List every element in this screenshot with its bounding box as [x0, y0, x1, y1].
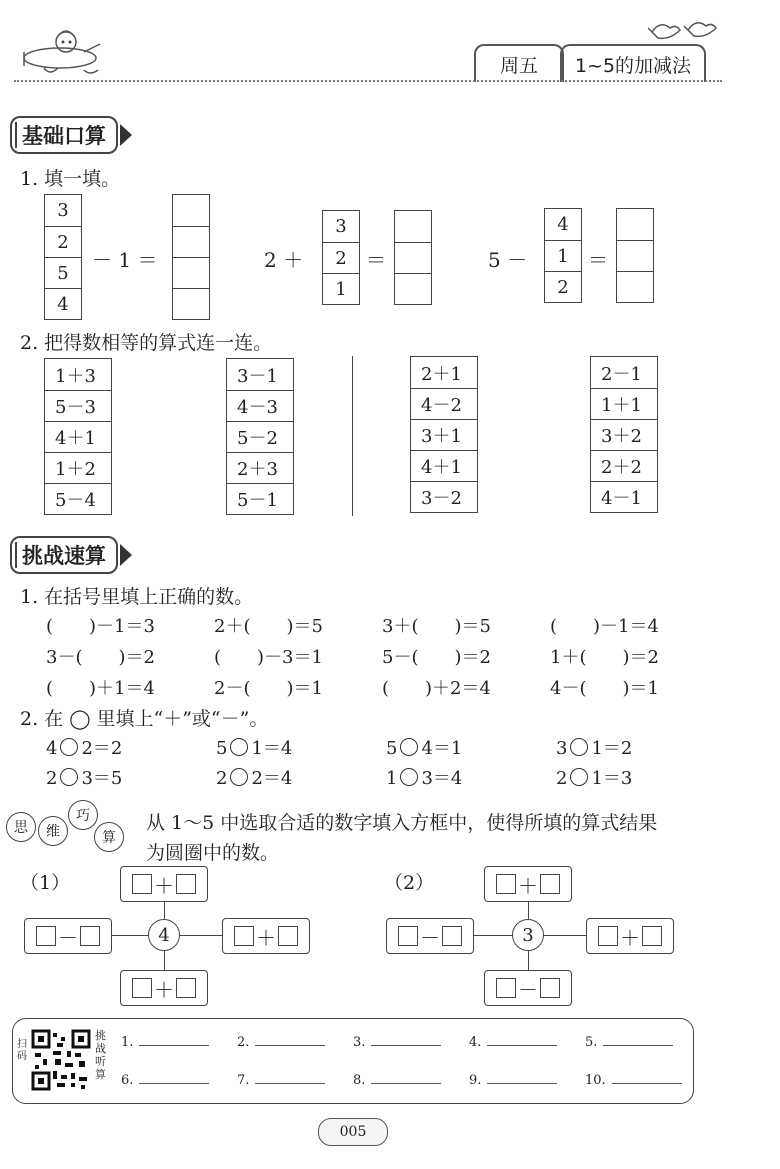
- puzzle-box-top: ＋: [484, 866, 572, 902]
- match-cell[interactable]: 3＋1: [411, 419, 477, 450]
- fill-equation[interactable]: ( )－3＝1: [214, 647, 323, 668]
- circle-equation: 5 4＝1: [386, 738, 463, 759]
- section-banner-challenge: [10, 536, 132, 574]
- fill-equation[interactable]: 3－( )＝2: [46, 647, 155, 668]
- match-cell[interactable]: 2－1: [601, 363, 642, 385]
- match-table-3: [410, 356, 478, 513]
- puzzle-instruction: 从 1～5 中选取合适的数字填入方框中，使得所填的算式结果: [146, 812, 658, 834]
- birds-illustration: [648, 14, 728, 44]
- match-cell[interactable]: 4－2: [411, 388, 477, 419]
- answer-slot[interactable]: 5.: [585, 1033, 673, 1050]
- operator-circle[interactable]: [230, 768, 248, 786]
- number-stack: 3 2 1: [322, 210, 360, 305]
- match-cell[interactable]: 4＋1: [411, 450, 477, 481]
- number-stack: 4 1 2: [544, 208, 582, 303]
- listening-label: 挑战听算: [95, 1029, 106, 1081]
- answer-slot[interactable]: 8.: [353, 1071, 441, 1088]
- topic-label: 1~5的加减法: [574, 54, 692, 77]
- match-cell[interactable]: 5－2: [227, 421, 293, 452]
- match-table-2: [226, 358, 294, 515]
- fill-equation[interactable]: 2＋( )＝5: [214, 616, 323, 637]
- listening-answer-panel: [12, 1018, 694, 1104]
- question-2-label: 2. 把得数相等的算式连一连。: [20, 332, 273, 354]
- operator-prefix: 2 ＋: [264, 248, 304, 272]
- answer-stack[interactable]: [394, 210, 432, 305]
- match-cell[interactable]: 4－1: [591, 481, 657, 512]
- fill-equation[interactable]: 2－( )＝1: [214, 678, 323, 699]
- section-title-challenge: 挑战速算: [10, 536, 118, 574]
- puzzle-label: （1）: [20, 872, 71, 894]
- fill-equation[interactable]: 4－( )＝1: [550, 678, 659, 699]
- match-cell[interactable]: 5－3: [45, 390, 111, 421]
- match-cell[interactable]: 3＋2: [591, 419, 657, 450]
- circle-equation: 5 1＝4: [216, 738, 293, 759]
- challenge-q1-label: 1. 在括号里填上正确的数。: [20, 586, 254, 608]
- answer-slot[interactable]: 9.: [469, 1071, 557, 1088]
- match-cell[interactable]: 2＋2: [591, 450, 657, 481]
- question-1-label: 1. 填一填。: [20, 168, 121, 190]
- challenge-q2-label: 2. 在 ◯ 里填上“＋”或“－”。: [20, 708, 269, 730]
- operator-circle[interactable]: [230, 738, 248, 756]
- fill-equation[interactable]: ( )＋2＝4: [382, 678, 491, 699]
- fill-equation[interactable]: 1＋( )＝2: [550, 647, 659, 668]
- match-cell[interactable]: 4－3: [227, 390, 293, 421]
- day-label: 周五: [499, 54, 538, 77]
- section-title-basic: 基础口算: [10, 116, 118, 154]
- match-cell[interactable]: 2＋3: [227, 452, 293, 483]
- scan-label: 扫码: [17, 1039, 27, 1062]
- circle-equation: 1 3＝4: [386, 768, 463, 789]
- match-cell[interactable]: 3－1: [237, 365, 278, 387]
- circle-equation: 2 3＝5: [46, 768, 123, 789]
- airplane-kid-illustration: [14, 22, 104, 78]
- operator-text: ＝: [588, 248, 608, 272]
- operator-circle[interactable]: [400, 738, 418, 756]
- section-banner-basic: [10, 116, 132, 154]
- puzzle-box-bottom: －: [484, 970, 572, 1006]
- circle-equation: 3 1＝2: [556, 738, 633, 759]
- answer-slot[interactable]: 6.: [121, 1071, 209, 1088]
- circle-equation: 2 2＝4: [216, 768, 293, 789]
- answer-stack[interactable]: [616, 208, 654, 303]
- topic-tab: [560, 44, 706, 82]
- match-cell[interactable]: 4＋1: [45, 421, 111, 452]
- answer-slot[interactable]: 7.: [237, 1071, 325, 1088]
- fill-equation[interactable]: ( )－1＝4: [550, 616, 659, 637]
- page-number: 005: [339, 1124, 367, 1140]
- answer-slot[interactable]: 3.: [353, 1033, 441, 1050]
- match-cell[interactable]: 1＋1: [591, 388, 657, 419]
- match-cell[interactable]: 1＋3: [55, 365, 96, 387]
- page-number-badge: [318, 1118, 388, 1146]
- target-circle: 3: [512, 919, 544, 951]
- fill-equation[interactable]: ( )＋1＝4: [46, 678, 155, 699]
- banner-arrow-icon: [120, 124, 132, 146]
- answer-stack[interactable]: [172, 194, 210, 320]
- header-divider: [14, 80, 722, 82]
- match-cell[interactable]: 2＋1: [421, 363, 462, 385]
- answer-slot[interactable]: 10.: [585, 1071, 682, 1088]
- puzzle-label: （2）: [384, 872, 435, 894]
- answer-slot[interactable]: 2.: [237, 1033, 325, 1050]
- puzzle-box-left: －: [24, 918, 112, 954]
- puzzle-box-top: ＋: [120, 866, 208, 902]
- number-stack: 3 2 5 4: [44, 194, 82, 320]
- circle-equation: 2 1＝3: [556, 768, 633, 789]
- operator-circle[interactable]: [570, 738, 588, 756]
- table-divider: [352, 356, 353, 516]
- match-cell[interactable]: 5－4: [45, 483, 111, 514]
- puzzle-box-bottom: ＋: [120, 970, 208, 1006]
- puzzle-box-right: ＋: [222, 918, 310, 954]
- puzzle-box-right: ＋: [586, 918, 674, 954]
- qr-code-icon[interactable]: [31, 1029, 91, 1091]
- circle-equation: 4 2＝2: [46, 738, 123, 759]
- day-tab: [474, 44, 564, 82]
- fill-equation[interactable]: 3＋( )＝5: [382, 616, 491, 637]
- puzzle-instruction-cont: 为圆圈中的数。: [146, 842, 280, 864]
- operator-text: － 1 ＝: [92, 248, 158, 272]
- operator-text: ＝: [366, 248, 386, 272]
- answer-slot[interactable]: 4.: [469, 1033, 557, 1050]
- puzzle-box-left: －: [386, 918, 474, 954]
- match-table-1: [44, 358, 112, 515]
- operator-circle[interactable]: [60, 768, 78, 786]
- match-cell[interactable]: 5－1: [227, 483, 293, 514]
- operator-circle[interactable]: [60, 738, 78, 756]
- fill-equation[interactable]: ( )－1＝3: [46, 616, 155, 637]
- match-cell[interactable]: 3－2: [411, 481, 477, 512]
- match-cell[interactable]: 1＋2: [45, 452, 111, 483]
- operator-prefix: 5 －: [488, 248, 528, 272]
- answer-slot[interactable]: 1.: [121, 1033, 209, 1050]
- match-table-4: [590, 356, 658, 513]
- fill-equation[interactable]: 5－( )＝2: [382, 647, 491, 668]
- operator-circle[interactable]: [570, 768, 588, 786]
- target-circle: 4: [148, 919, 180, 951]
- operator-circle[interactable]: [400, 768, 418, 786]
- banner-arrow-icon: [120, 544, 132, 566]
